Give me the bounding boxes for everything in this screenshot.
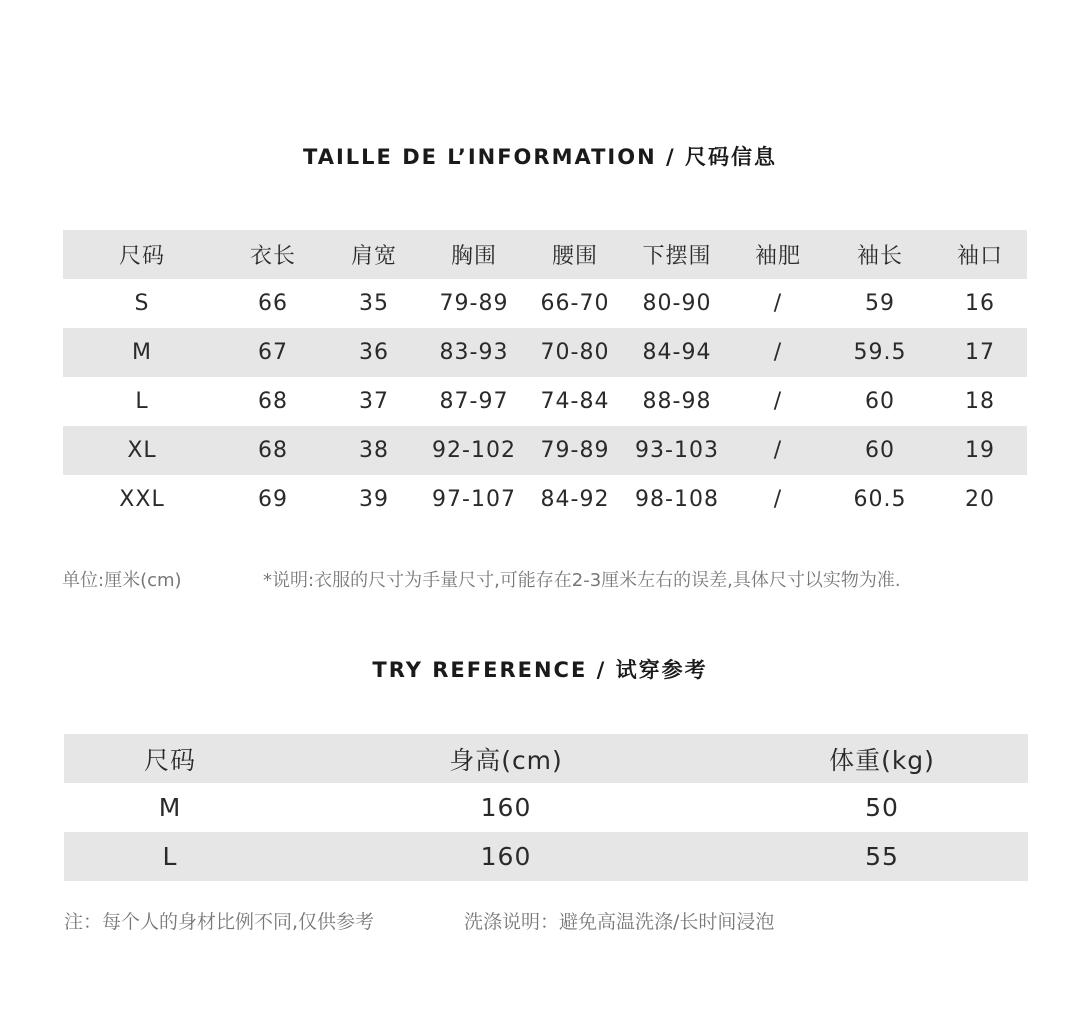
size-table-cell: 79-89	[525, 426, 625, 475]
size-info-title: TAILLE DE L’INFORMATION / 尺码信息	[303, 145, 777, 169]
size-table-cell: 66	[258, 291, 288, 316]
size-table-header-cell: 下摆围	[625, 230, 729, 279]
size-table-cell: 70-80	[525, 328, 625, 377]
size-table-header-cell: 胸围	[423, 230, 525, 279]
size-table-cell: 37	[359, 389, 389, 414]
size-table-header-cell: 袖口	[933, 230, 1027, 279]
size-table-cell: 67	[221, 328, 325, 377]
size-table-cell: /	[729, 328, 827, 377]
size-table-cell: 68	[221, 426, 325, 475]
size-table-cell: 79-89	[439, 291, 509, 316]
size-table-header-cell: 腰围	[525, 230, 625, 279]
size-table-cell: 69	[258, 487, 288, 512]
try-table-row	[64, 832, 1028, 881]
size-table-cell: 87-97	[439, 389, 509, 414]
size-table-cell: /	[773, 389, 783, 414]
size-table-cell: 93-103	[625, 426, 729, 475]
size-table-cell: 39	[359, 487, 389, 512]
size-table-cell: M	[63, 328, 221, 377]
try-table-cell: L	[64, 832, 276, 881]
size-table-cell: 16	[965, 291, 995, 316]
try-table-header-row	[64, 734, 1028, 783]
unit-note: 单位:厘米(cm)	[62, 570, 182, 591]
washing-note: 洗涤说明：避免高温洗涤/长时间浸泡	[464, 911, 775, 933]
size-table-header-cell: 袖肥	[729, 230, 827, 279]
size-table-row	[63, 426, 1027, 475]
try-table-cell: 160	[276, 832, 736, 881]
size-table-cell: L	[135, 389, 149, 414]
size-table-cell: 60	[865, 389, 895, 414]
size-table-cell: /	[729, 426, 827, 475]
size-table-row	[63, 475, 1027, 524]
size-table-row	[63, 377, 1027, 426]
size-table-cell: 66-70	[540, 291, 610, 316]
try-table-cell: 160	[480, 793, 532, 822]
try-table-header-cell: 身高(cm)	[276, 734, 736, 783]
size-table-cell: 17	[933, 328, 1027, 377]
size-table-cell: 84-92	[540, 487, 610, 512]
size-table-header-cell: 肩宽	[325, 230, 423, 279]
size-table-header-row	[63, 230, 1027, 279]
size-table-cell: S	[134, 291, 150, 316]
size-table-cell: 74-84	[540, 389, 610, 414]
size-table-cell: 38	[325, 426, 423, 475]
size-table-cell: 36	[325, 328, 423, 377]
fit-note: 注：每个人的身材比例不同,仅供参考	[64, 911, 375, 933]
size-table-cell: XXL	[119, 487, 165, 512]
size-table-cell: XL	[63, 426, 221, 475]
size-table-cell: 20	[965, 487, 995, 512]
size-table-cell: 84-94	[625, 328, 729, 377]
size-table-cell: /	[773, 487, 783, 512]
size-table-cell: 97-107	[432, 487, 516, 512]
try-table-header-cell: 体重(kg)	[736, 734, 1028, 783]
size-table-cell: 18	[965, 389, 995, 414]
size-table-cell: /	[773, 291, 783, 316]
try-table-cell: 50	[865, 793, 899, 822]
measurement-note: *说明:衣服的尺寸为手量尺寸,可能存在2-3厘米左右的误差,具体尺寸以实物为准.	[263, 570, 901, 591]
try-table-row	[64, 783, 1028, 832]
size-table-row	[63, 328, 1027, 377]
size-table-cell: 59.5	[827, 328, 933, 377]
size-table-cell: 35	[359, 291, 389, 316]
try-reference-title: TRY REFERENCE / 试穿参考	[372, 658, 708, 682]
size-table-row	[63, 279, 1027, 328]
size-table-cell: 80-90	[642, 291, 712, 316]
size-table-cell: 68	[258, 389, 288, 414]
size-table-header-cell: 衣长	[221, 230, 325, 279]
size-table-cell: 88-98	[642, 389, 712, 414]
size-table-header-cell: 尺码	[63, 230, 221, 279]
size-table-cell: 98-108	[635, 487, 719, 512]
size-table-cell: 60	[827, 426, 933, 475]
size-table-cell: 92-102	[423, 426, 525, 475]
try-table-header-cell: 尺码	[64, 734, 276, 783]
size-table-header-cell: 袖长	[827, 230, 933, 279]
size-table-cell: 60.5	[853, 487, 907, 512]
try-reference-table	[64, 734, 1028, 881]
size-table-cell: 83-93	[423, 328, 525, 377]
size-table	[63, 230, 1027, 524]
size-table-cell: 59	[865, 291, 895, 316]
size-table-cell: 19	[933, 426, 1027, 475]
try-table-cell: M	[158, 793, 182, 822]
try-table-cell: 55	[736, 832, 1028, 881]
